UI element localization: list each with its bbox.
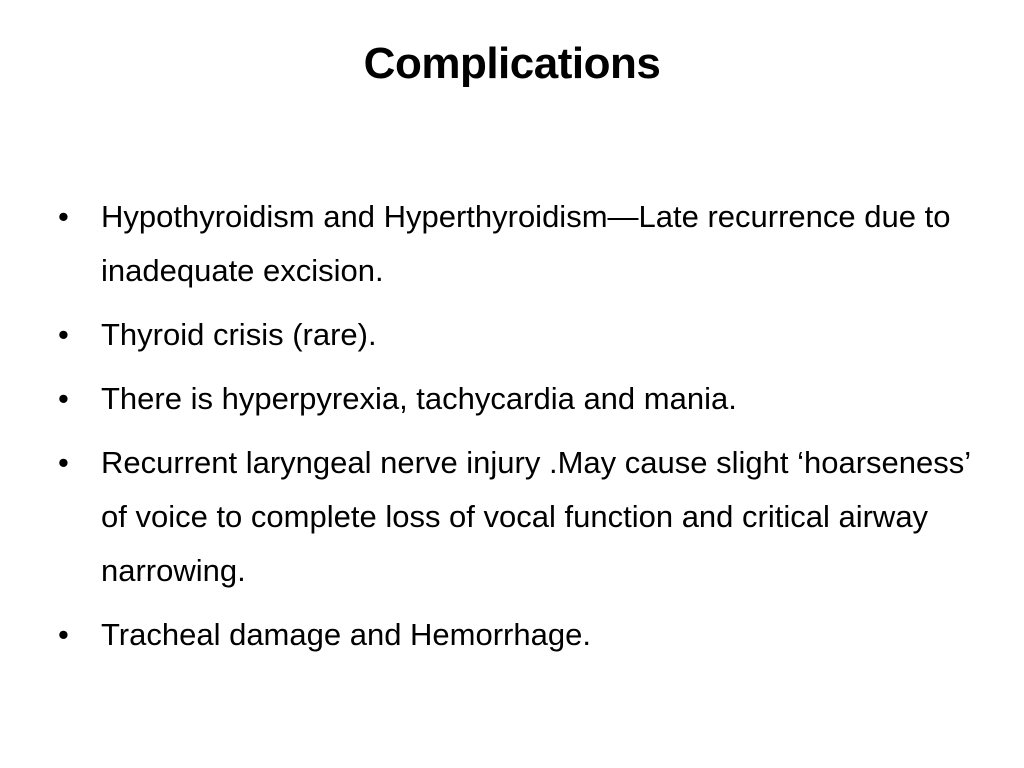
bullet-icon: • — [58, 381, 69, 416]
bullet-list — [58, 190, 978, 672]
bullet-text: Tracheal damage and Hemorrhage. — [101, 617, 591, 652]
bullet-icon: • — [58, 445, 69, 480]
bullet-text: There is hyperpyrexia, tachycardia and mania. — [101, 381, 737, 416]
bullet-item — [58, 436, 978, 598]
bullet-text: Hypothyroidism and Hyperthyroidism—Late recurrence due to inadequate excision. — [101, 199, 951, 288]
bullet-text: Thyroid crisis (rare). — [101, 317, 377, 352]
bullet-item — [58, 190, 978, 298]
bullet-icon: • — [58, 617, 69, 652]
bullet-icon: • — [58, 317, 69, 352]
bullet-item — [58, 608, 978, 662]
bullet-text: Recurrent laryngeal nerve injury .May cause slight ‘hoarseness’ of voice to complete loss of vocal function and critical airway narrowing. — [101, 445, 970, 588]
bullet-icon: • — [58, 199, 69, 234]
bullet-item — [58, 372, 978, 426]
slide-title: Complications — [363, 39, 661, 88]
bullet-item — [58, 308, 978, 362]
